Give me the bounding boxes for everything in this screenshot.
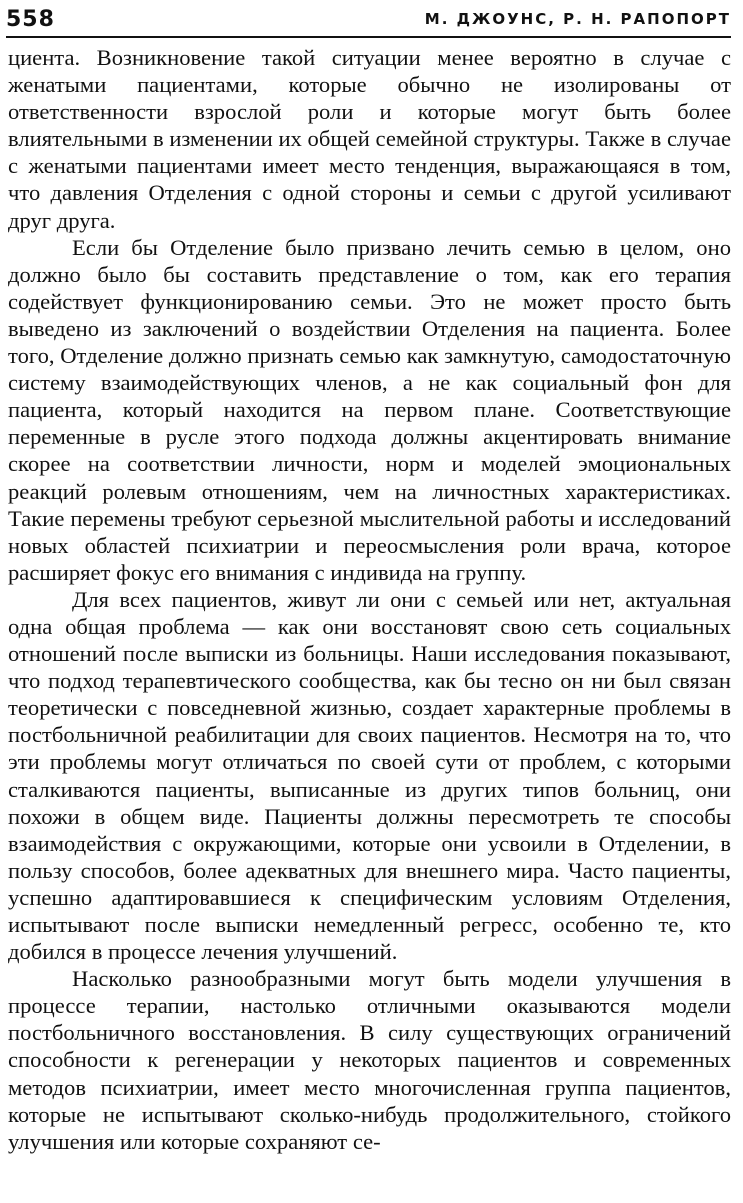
running-head: М. ДЖОУНС, Р. Н. РАПОПОРТ [424, 10, 731, 28]
page-header [6, 2, 731, 38]
paragraph: Для всех пациентов, живут ли они с семьей или нет, актуальная одна общая проблема — как они восстановят свою сеть социальных отношений после выписки из больницы. Наши исследования показывают, что подход терапевтического сообщества, как бы тесно он ни был связан теоретически с повседневной жизнью, создает характерные проблемы в постбольничной реабилитации для своих пациентов. Несмотря на то, что эти проблемы могут отличаться по своей сути от проблем, с которыми сталкиваются пациенты, выписанные из других типов больниц, они похожи в общем виде. Пациенты должны пересмотреть те способы взаимодействия с окружающими, которые они усвоили в Отделении, в пользу способов, более адекватных для внешнего мира. Часто пациенты, успешно адаптировавшиеся к специфическим условиям Отделения, испытывают после выписки немедленный регресс, особенно те, кто добился в процессе лечения улучшений. [8, 586, 731, 965]
paragraph-continuation: циента. Возникновение такой ситуации менее вероятно в случае с женатыми пациентами, которые обычно не изолированы от ответственности взрослой роли и которые могут быть более влиятельными в изменении их общей семейной структуры. Также в случае с женатыми пациентами имеет место тенденция, выражающаяся в том, что давления Отделения с одной стороны и семьи с другой усиливают друг друга. [8, 45, 731, 233]
page-number: 558 [6, 6, 55, 32]
paragraph: Насколько разнообразными могут быть модели улучшения в процессе терапии, настолько отличными оказываются модели постбольничного восстановления. В силу существующих ограничений способности к регенерации у некоторых пациентов и современных методов психиатрии, имеет место многочисленная группа пациентов, которые не испытывают сколько-нибудь продолжительного, стойкого улучшения или которые сохраняют се- [8, 966, 731, 1154]
paragraph: Если бы Отделение было призвано лечить семью в целом, оно должно было бы составить представление о том, как его терапия содействует функционированию семьи. Это не может просто быть выведено из заключений о воздействии Отделения на пациента. Более того, Отделение должно признать семью как замкнутую, самодостаточную систему взаимодействующих членов, а не как социальный фон для пациента, который находится на первом плане. Соответствующие переменные в русле этого подхода должны акцентировать внимание скорее на соответствии личности, норм и моделей эмоциональных реакций ролевым отношениям, чем на личностных характеристиках. Такие перемены требуют серьезной мыслительной работы и исследований новых областей психиатрии и переосмысления роли врача, которое расширяет фокус его внимания с индивида на группу. [8, 234, 731, 585]
body-text [8, 44, 731, 1155]
